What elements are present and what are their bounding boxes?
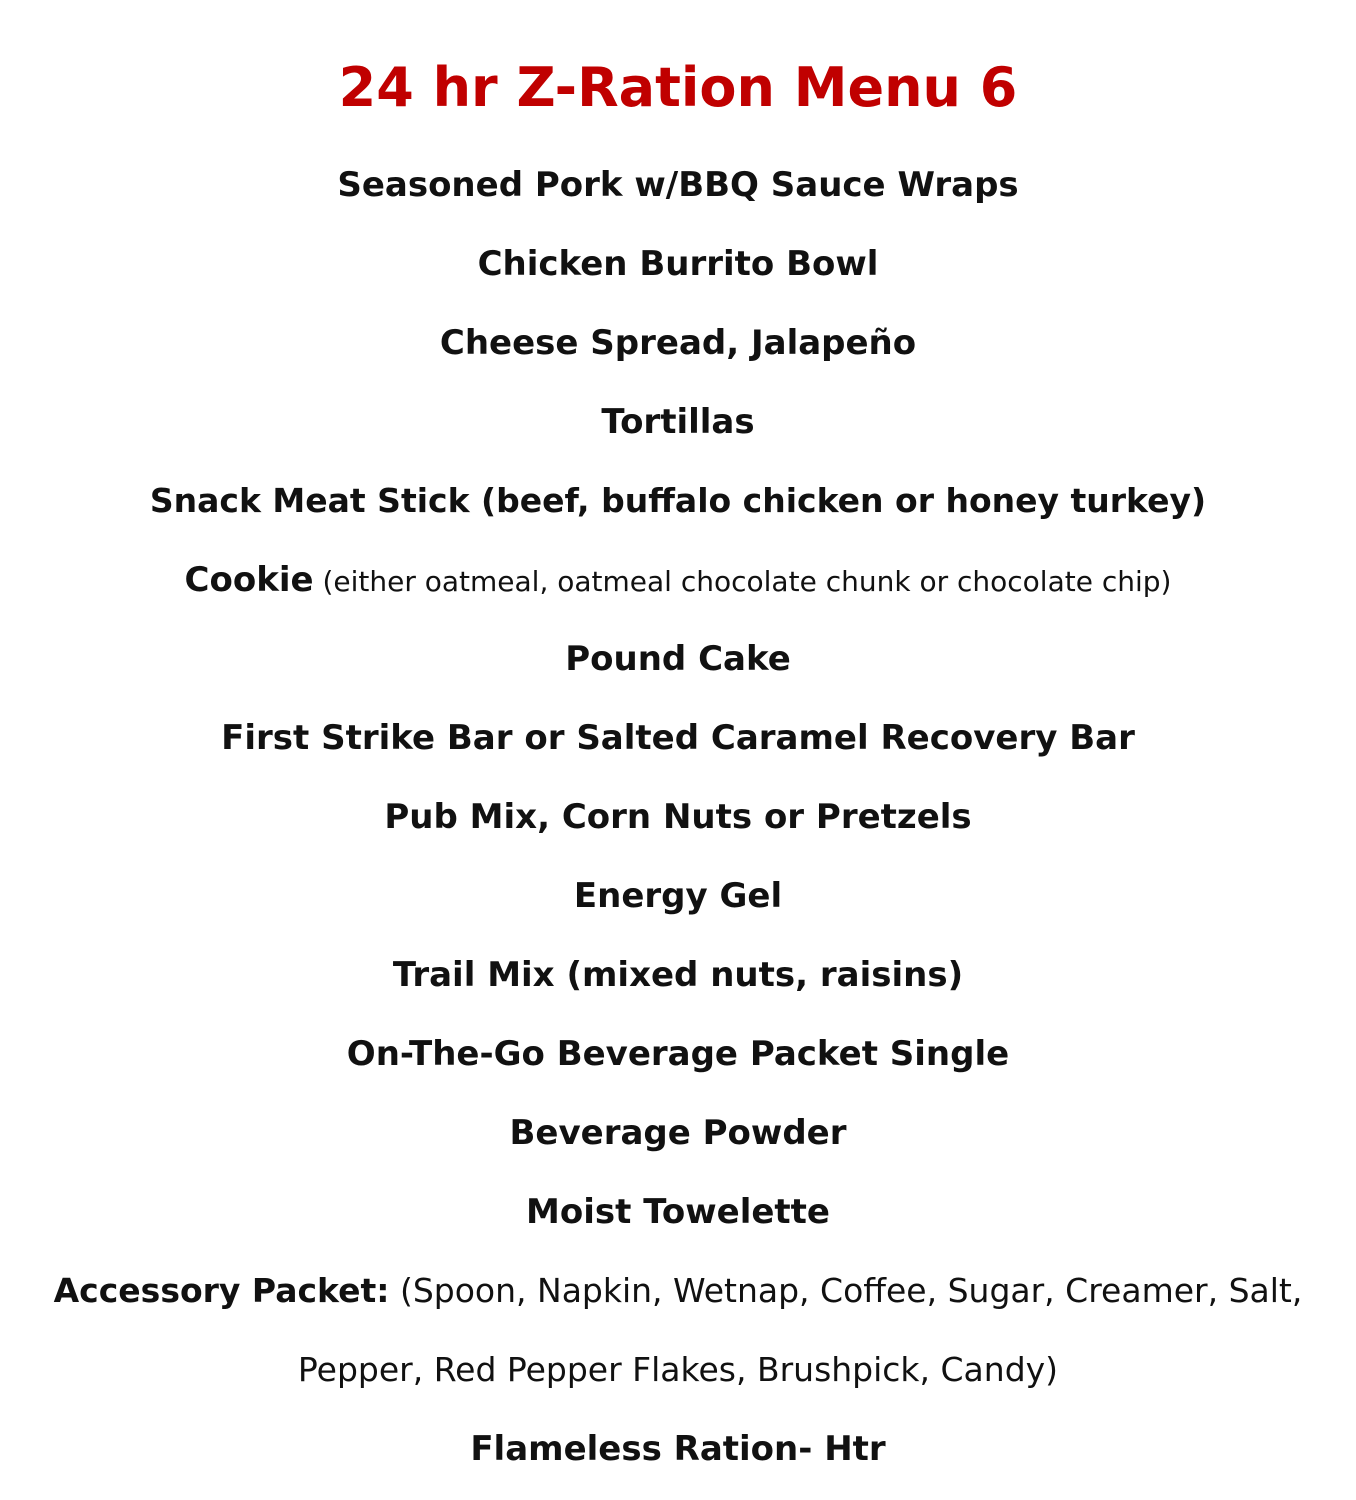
menu-item: Cheese Spread, Jalapeño bbox=[439, 323, 917, 363]
cookie-detail: (either oatmeal, oatmeal chocolate chunk or chocolate chip) bbox=[313, 565, 1172, 598]
menu-item: Seasoned Pork w/BBQ Sauce Wraps bbox=[337, 165, 1019, 205]
menu-item: Flameless Ration- Htr bbox=[470, 1429, 886, 1469]
menu-item: Snack Meat Stick (beef, buffalo chicken or honey turkey) bbox=[149, 481, 1207, 520]
menu-item: Moist Towelette bbox=[526, 1192, 830, 1232]
accessory-detail-line1: (Spoon, Napkin, Wetnap, Coffee, Sugar, Creamer, Salt, bbox=[389, 1271, 1303, 1310]
accessory-detail-line2: Pepper, Red Pepper Flakes, Brushpick, Candy) bbox=[297, 1350, 1059, 1389]
accessory-label: Accessory Packet: bbox=[53, 1271, 390, 1310]
menu-item: First Strike Bar or Salted Caramel Recovery Bar bbox=[221, 718, 1135, 758]
cookie-label: Cookie bbox=[184, 560, 314, 600]
menu-item: Trail Mix (mixed nuts, raisins) bbox=[392, 955, 964, 995]
menu-item-cookie bbox=[0, 555, 1356, 605]
menu-item: Beverage Powder bbox=[509, 1113, 847, 1153]
menu-item: Pub Mix, Corn Nuts or Pretzels bbox=[384, 797, 972, 837]
menu-item: Chicken Burrito Bowl bbox=[477, 244, 879, 284]
menu-item: Tortillas bbox=[601, 402, 755, 442]
menu-item-accessory bbox=[0, 1266, 1356, 1316]
menu-item: Pound Cake bbox=[565, 639, 791, 679]
menu-item: Energy Gel bbox=[573, 876, 783, 916]
menu-item: On-The-Go Beverage Packet Single bbox=[346, 1034, 1010, 1074]
page-title: 24 hr Z-Ration Menu 6 bbox=[338, 56, 1018, 119]
